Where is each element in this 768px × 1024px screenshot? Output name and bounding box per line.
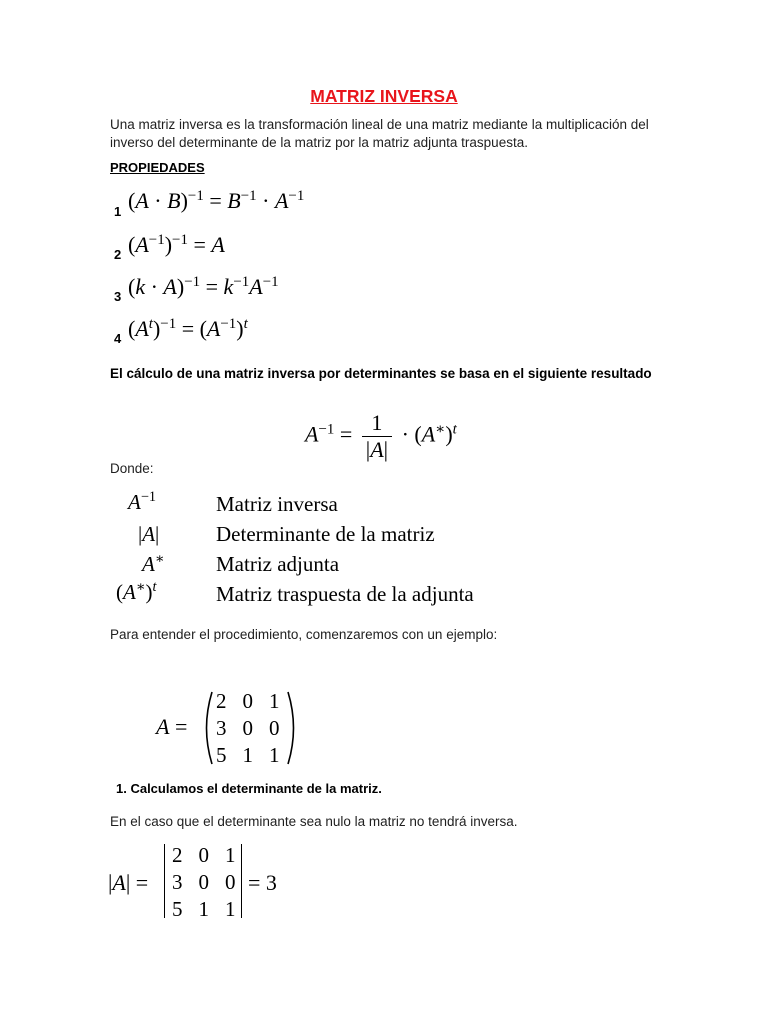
properties-heading: PROPIEDADES [110,160,205,175]
determinant-right-bar [241,844,242,918]
matrix-cell: 1 [242,743,253,767]
matrix-cell: 0 [242,716,253,740]
symbol-legend [110,490,550,610]
determinant-table [164,842,244,923]
determinant-expression [108,844,308,922]
step-1-heading: 1. Calculamos el determinante de la matriz. [116,781,382,796]
property-number: 2 [114,247,122,262]
matrix-table [208,688,288,769]
matrix-cell: 2 [172,843,183,867]
matrix-cell: 1 [225,897,236,921]
determinant-result: = 3 [248,870,277,895]
matrix-cell: 3 [172,870,183,894]
calc-heading: El cálculo de una matriz inversa por determinantes se basa en el siguiente resultado [110,366,652,381]
matrix-cell: 3 [216,716,227,740]
property-formula: $(A \cdot B)^{-1} = B^{-1} \cdot A^{-1}$ [128,187,305,213]
property-number: 3 [114,289,122,304]
legend-symbol: $(A^∗)^t$ [116,579,157,604]
matrix-cell: 5 [172,897,183,921]
matrix-cell: 1 [225,843,236,867]
matrix-cell: 1 [198,897,209,921]
property-number: 1 [114,204,122,219]
matrix-label: A = [156,714,188,739]
property-formula: $(A^t)^{-1} = (A^{-1})^t$ [128,315,248,341]
legend-description: Matriz traspuesta de la adjunta [216,582,474,606]
property-formula: $(k \cdot A)^{-1} = k^{-1}A^{-1}$ [128,273,279,299]
example-intro: Para entender el procedimiento, comenzaremos con un ejemplo: [110,627,498,642]
matrix-cell: 1 [269,689,280,713]
matrix-cell: 0 [225,870,236,894]
matrix-cell: 0 [198,843,209,867]
matrix-cell: 5 [216,743,227,767]
property-formula: $(A^{-1})^{-1} = A$ [128,231,225,257]
legend-description: Matriz adjunta [216,552,340,576]
matrix-cell: 0 [269,716,280,740]
legend-symbol: |A| [138,522,160,546]
property-number: 4 [114,331,122,346]
legend-description: Determinante de la matriz [216,522,435,546]
matrix-cell: 1 [269,743,280,767]
inverse-formula: $A^{-1}$ = $\frac{1}{|A|}$ · $(A^∗)^t$ [305,410,457,462]
determinant-label: |A| = [108,870,149,895]
determinant-value: 3 [265,870,277,895]
donde-label: Donde: [110,461,154,476]
matrix-cell: 0 [242,689,253,713]
step-1-note: En el caso que el determinante sea nulo la matriz no tendrá inversa. [110,814,518,829]
legend-symbol: A∗ [142,551,165,576]
right-paren [286,690,300,766]
matrix-cell: 2 [216,689,227,713]
page-title: MATRIZ INVERSA [310,86,458,106]
legend-symbol: $A^{-1}$ [128,489,157,514]
legend-description: Matriz inversa [216,492,338,516]
intro-paragraph: Una matriz inversa es la transformación lineal de una matriz mediante la multiplicación del inverso del determinante de la matriz por la matriz adjunta traspuesta. [110,117,649,150]
matrix-cell: 0 [198,870,209,894]
